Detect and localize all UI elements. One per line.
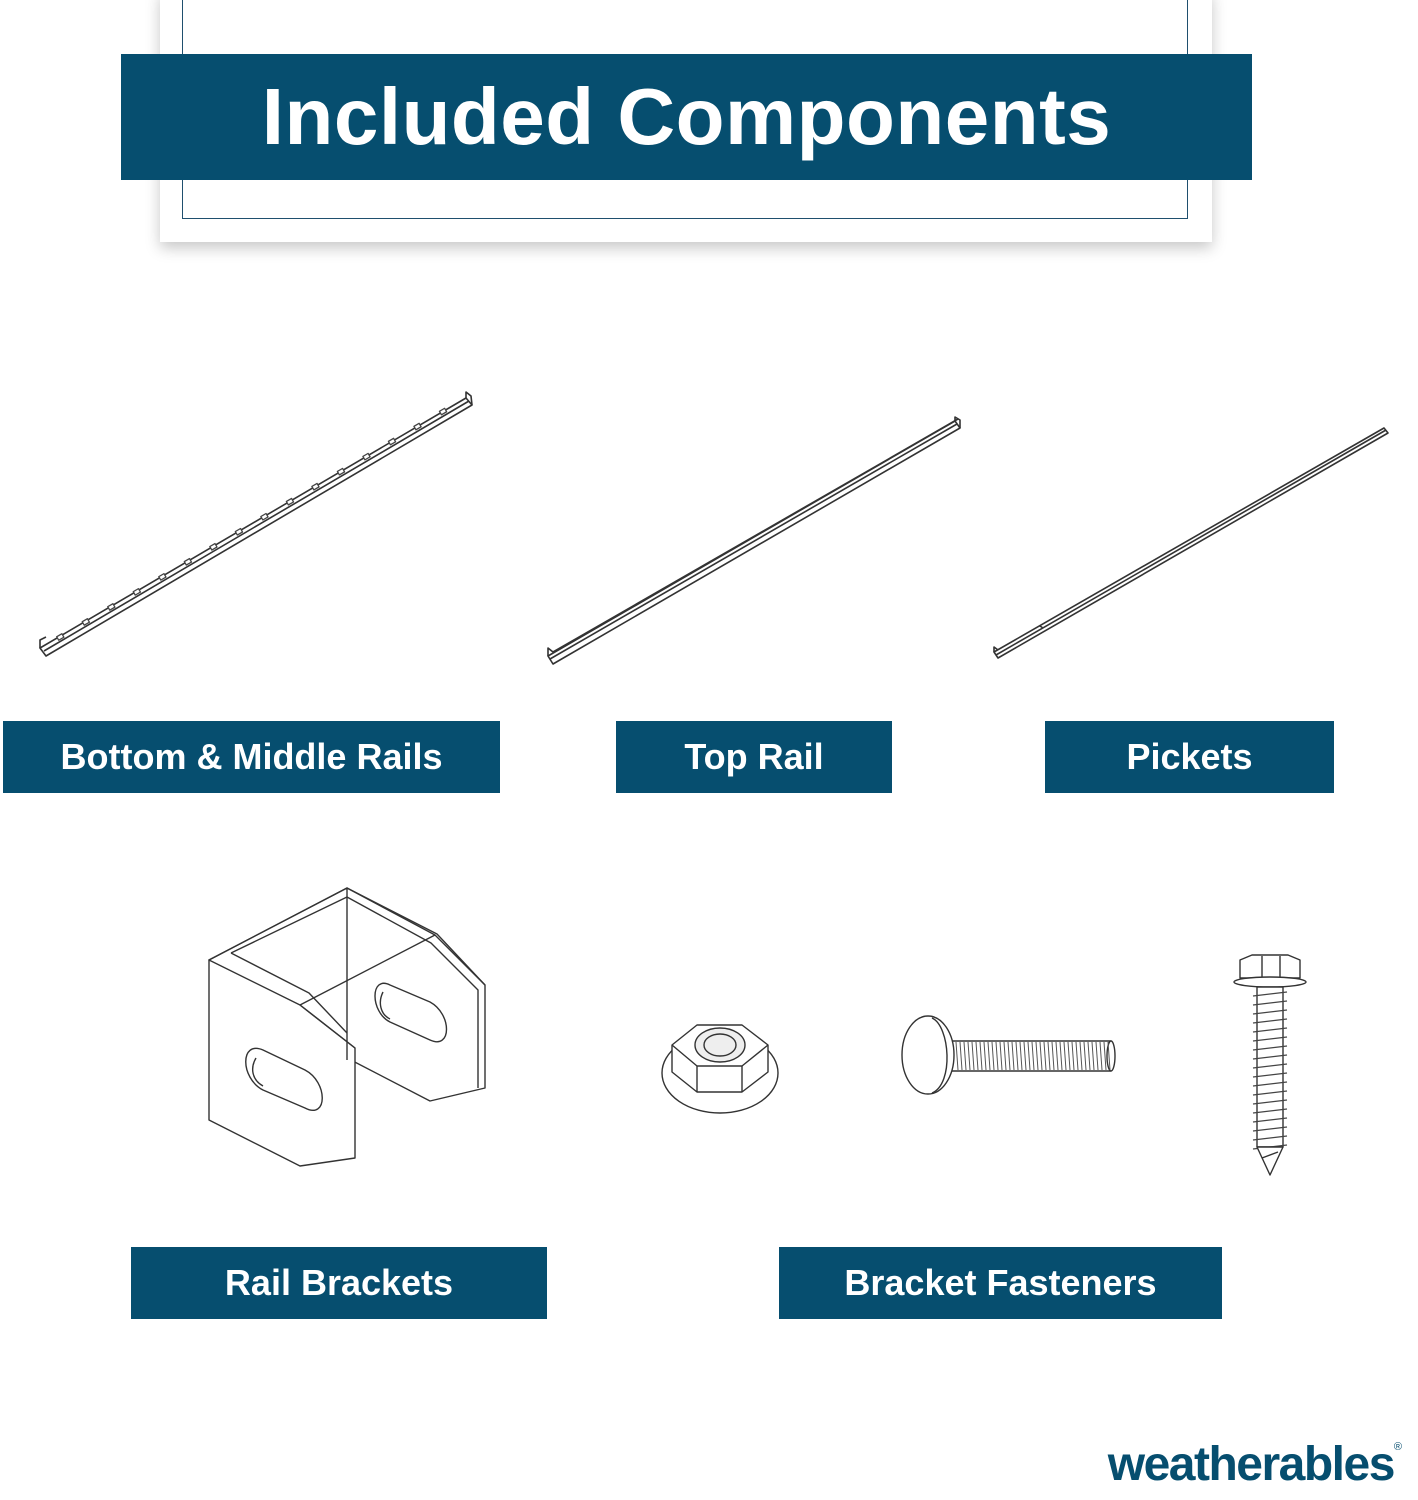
rail-bracket-illustration <box>209 888 485 1166</box>
bottom-middle-rail-illustration <box>40 392 472 656</box>
picket-illustration <box>994 428 1388 658</box>
carriage-bolt-illustration <box>902 1016 1115 1094</box>
label-rail-brackets: Rail Brackets <box>131 1247 547 1319</box>
brand-name: weatherables <box>1107 1438 1394 1491</box>
top-rail-illustration <box>548 417 960 664</box>
flange-nut-illustration <box>662 1025 778 1113</box>
label-pickets: Pickets <box>1045 721 1334 793</box>
brand-logo <box>1108 1437 1402 1492</box>
page-title: Included Components <box>121 54 1252 180</box>
label-bracket-fasteners: Bracket Fasteners <box>779 1247 1222 1319</box>
label-bottom-middle-rails: Bottom & Middle Rails <box>3 721 500 793</box>
registered-mark: ® <box>1393 1441 1402 1453</box>
label-top-rail: Top Rail <box>616 721 892 793</box>
hex-screw-illustration <box>1234 955 1306 1175</box>
